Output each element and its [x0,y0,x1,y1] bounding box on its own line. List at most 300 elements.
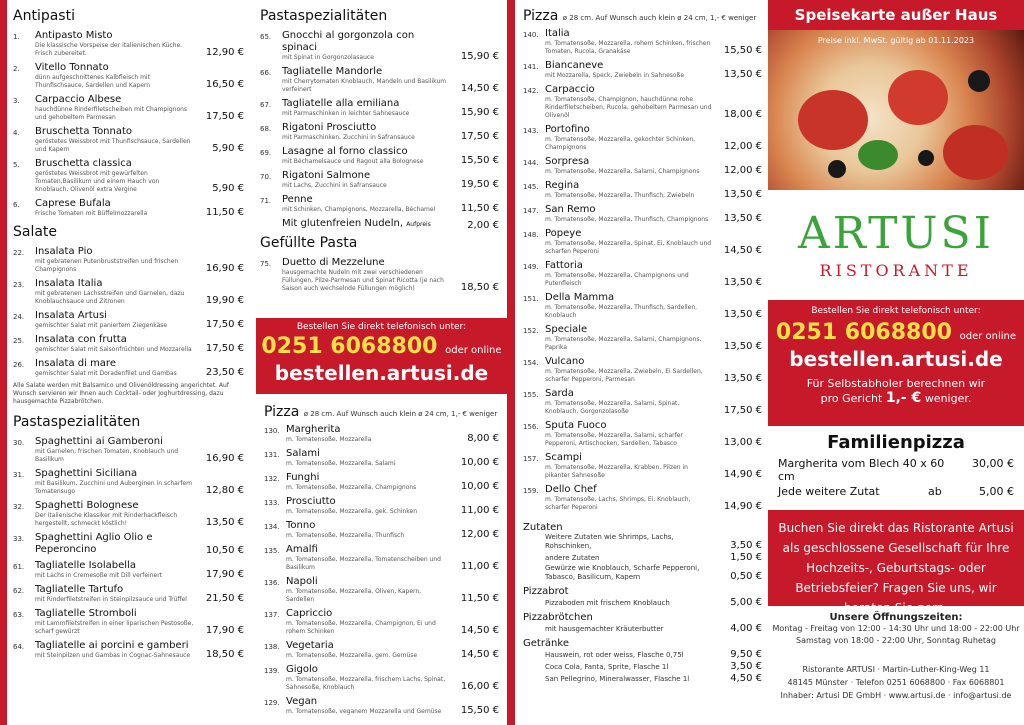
section-title-zutaten: Zutaten [523,522,563,533]
item-price: 8,00 € [467,433,499,444]
menu-item [523,124,762,152]
menu-item [523,260,762,288]
item-price: 11,50 € [460,203,499,214]
menu-item [264,472,499,492]
address-line-2: 48145 Münster · Telefon 0251 6068800 · Fax 6068801 [787,678,1005,687]
item-description: hauchdünne Rinderfiletscheiben mit Champignons und gehobeltem Parmesan [35,106,188,121]
item-number: 135. [264,547,280,555]
item-description: m. Tomatensoße, Mozzarella, Tomatenscheiben und Basilikum [286,556,441,571]
item-number: 132. [264,475,280,483]
pickup-line-2: pro Gericht [820,392,883,405]
item-number: 138. [264,643,280,651]
extra-row [523,564,762,582]
extra-description: andere Zutaten [545,554,600,562]
item-description: mit Garnelen, frischen Tomaten, Knoblauch und Basilikum [35,448,179,463]
order-web-link[interactable]: bestellen.artusi.de [274,361,489,385]
booking-banner: Buchen Sie direkt das Ristorante Artusi als geschlossene Gesellschaft für Ihre Hochzeits-, Geburtstags- oder Betriebsfeier? Fragen Sie uns, wir beraten Sie gern. [768,510,1024,606]
section-title-pasta: Pastaspezialitäten [13,414,141,430]
item-number: 23. [13,281,25,289]
item-number: 154. [523,359,539,367]
item-description: mit Béchamelsauce und Ragout alla Bolognese [282,158,424,165]
menu-item [523,204,762,224]
logo-subtitle: RISTORANTE [819,261,973,280]
item-price: 10,00 € [460,481,499,492]
menu-item [264,448,499,468]
item-description: mit gebratenen Putenbruststreifen und frischen Champignons [35,258,179,273]
section-title-salate: Salate [13,224,58,240]
item-description: m. Tomatensoße, Champignon, hauchdünne rohe Rinderfiletscheiben, Rucola, gehobeltem Parmesan und Olivenöl [545,96,712,119]
item-price: 12,00 € [723,141,762,152]
item-description: m. Tomatensoße, Mozzarella, frischem Lachs, Spinat, Sahnesoße, Knoblauch [286,676,446,691]
item-number: 63. [13,611,25,619]
menu-item [13,158,244,194]
menu-item [523,452,762,480]
item-name: Salami [286,448,320,459]
item-name: Della Mamma [545,292,615,303]
gluten-free-price: 2,00 € [467,220,499,231]
item-number: 68. [260,125,272,133]
menu-item [13,334,244,354]
section-title-gefuellt: Gefüllte Pasta [260,235,358,251]
item-description: m. Tomatensoße, Mozzarella, Salami, Spinat, Knoblauch, Gorgonzolasoße [545,400,680,415]
tomato-slice-3 [943,125,1008,180]
menu-item [523,84,762,120]
item-name: Italia [545,28,570,39]
pizza-subtitle-2: ø 28 cm. Auf Wunsch auch klein ø 24 cm, 1,- € weniger [562,14,757,22]
menu-item [13,310,244,330]
item-number: 2. [13,65,20,73]
menu-item [260,122,499,142]
order-web-link-2[interactable]: bestellen.artusi.de [789,347,1003,371]
item-price: 17,50 € [460,131,499,142]
family-extra-price: 5,00 € [979,485,1014,498]
item-price: 5,90 € [212,143,244,154]
item-description: mit Cherrytomaten Knoblauch, Mandeln und Basilikum verfeinert [282,78,447,93]
pizza-list-1 [264,424,499,716]
item-name: Portofino [545,124,590,135]
item-description: m. Tomatensoße, Mozzarella, rohem Schinken, frischen Tomaten, Rucola, Granakäse [545,40,711,55]
menu-item [264,576,499,604]
item-price: 13,50 € [723,213,762,224]
logo [768,190,1024,300]
item-description: mit Basilikum, Zucchini und Auberginen in scharfem Tomatensugo [35,480,192,495]
item-description: m. Tomatensoße, Mozzarella, Zwiebeln, Ei Sardellen, scharfer Pepperoni, Parmesan [545,368,703,383]
item-name: Gigolo [286,664,318,675]
item-number: 134. [264,523,280,531]
item-price: 17,90 € [205,569,244,580]
item-price: 13,50 € [723,69,762,80]
menu-item [523,28,762,56]
pizza-title-2 [523,8,762,24]
validity-note: Preise inkl. MwSt. gültig ab 01.11.2023 [817,36,975,45]
section-title-broetchen: Pizzabrötchen [523,612,593,623]
item-description: gemischter Salat mit Saisonfrüchten und Mozzarella [35,346,192,353]
menu-item [13,640,244,660]
item-price: 13,50 € [723,277,762,288]
tomato-slice-1 [798,90,868,150]
item-name: Antipasto Misto [35,30,113,41]
item-description: mit Lachs, Zucchini in Safransauce [282,182,387,189]
extra-price: 3,50 € [730,540,762,551]
item-description: Die klassische Vorspeise der italienischen Küche. Frisch zubereitet. [35,42,183,57]
menu-item [523,180,762,200]
item-price: 16,90 € [205,263,244,274]
item-price: 13,50 € [723,373,762,384]
item-price: 16,90 € [205,453,244,464]
extra-price: 4,00 € [730,623,762,634]
menu-item [13,278,244,306]
extra-price: 4,50 € [730,673,762,684]
item-name: San Remo [545,204,596,215]
getraenke-list [523,649,762,684]
menu-item [264,520,499,540]
family-title: Familienpizza [827,432,965,453]
menu-item [523,356,762,384]
item-number: 148. [523,231,539,239]
item-name: Tagliatelle Stromboli [35,608,137,619]
item-number: 145. [523,183,539,191]
item-description: m. Tomatensoße, Lachs, Shrimps, Ei, Knoblauch, scharfer Peperoni [545,496,691,511]
item-description: Der italienische Klassiker mit Rinderhackfleisch hergestellt, schmeckt köstlich! [35,512,178,527]
item-description: m. Tomatensoße, Mozzarella, gek. Schinken [286,508,418,515]
item-number: 75. [260,260,272,268]
item-number: 142. [523,87,539,95]
item-number: 30. [13,439,25,447]
item-number: 5. [13,161,20,169]
salate-list [13,246,244,378]
item-number: 32. [13,503,25,511]
item-price: 11,50 € [460,593,499,604]
pizza-list-2 [523,28,762,512]
item-number: 3. [13,97,20,105]
item-description: m. Tomatensoße, Mozzarella, Thunfisch [286,532,405,539]
item-price: 11,00 € [460,505,499,516]
item-name: Insalata Italia [35,278,103,289]
item-price: 19,50 € [460,179,499,190]
menu-item [264,544,499,572]
olive-1 [968,70,990,92]
item-name: Spaghettini Siciliana [35,468,138,479]
extra-description: mit hausgemachter Kräuterbutter [545,625,664,633]
pickup-line-1: Für Selbstabholer berechnen wir [806,377,986,390]
item-price: 14,50 € [723,245,762,256]
order-phone-number-2[interactable]: 0251 6068800 [775,320,952,345]
item-description: mit Parmaschinken in leichter Sahnesauce [282,110,410,117]
item-number: 136. [264,579,280,587]
item-number: 71. [260,197,272,205]
item-name: Tagliatelle ai porcini e gamberi [35,640,189,651]
item-name: Gnocchi al gorgonzola con spinaci [282,30,415,53]
olive-2 [828,160,846,178]
item-price: 17,50 € [205,343,244,354]
item-number: 140. [523,31,539,39]
item-name: Funghi [286,472,320,483]
menu-title: Speisekarte außer Haus [768,0,1024,30]
menu-item [523,484,762,512]
item-name: Tagliatelle Isolabella [35,560,136,571]
item-description: mit gebratenen Lachsstreifen und Garnelen, dazu Knoblauchsauce und Zitronen [35,290,185,305]
item-name: Bruschetta classica [35,158,132,169]
item-price: 5,90 € [212,183,244,194]
item-description: m. Tomatensoße, Mozzarella, Salami, scharfer Pepperoni, Artischocken, Sardellen, Tabasco [545,432,683,447]
item-name: Popeye [545,228,582,239]
order-line-2: Bestellen Sie direkt telefonisch unter: [811,306,981,316]
extra-row [523,623,762,634]
item-name: Tonno [286,520,316,531]
item-name: Tagliatelle Mandorle [282,66,383,77]
item-description: m. Tomatensoße, Mozzarella, Thunfisch, Champignons [545,216,709,223]
item-description: geröstetes Weissbrot mit gewürfelten Tomaten,Basilikum und einem Hauch von Knoblauch, Olivenöl extra Vergine [35,170,160,193]
extra-description: Hauswein, rot oder weiss, Flasche 0,75l [545,651,684,659]
menu-item [264,496,499,516]
item-description: m. Tomatensoße, Mozzarella, Champignons und Putenfleisch [545,272,689,287]
order-phone-2[interactable] [768,320,1024,345]
extra-row [523,649,762,660]
item-description: m. Tomatensoße, Mozzarella, Thunfisch, Zwiebeln [545,192,695,199]
item-number: 151. [523,295,539,303]
family-extra: Jede weitere Zutat [778,485,880,498]
section-title-antipasti: Antipasti [13,8,75,24]
extra-row [523,533,762,551]
item-price: 15,50 € [460,155,499,166]
item-description: m. Tomatensoße, Mozzarella, Krabben, Pilzen in pikanter Sahnesoße [545,464,688,479]
logo-wordmark: ARTUSI [797,208,995,259]
item-price: 15,50 € [723,45,762,56]
item-name: Vulcano [545,356,585,367]
item-name: Biancaneve [545,60,604,71]
item-price: 14,90 € [723,501,762,512]
menu-item [13,500,244,528]
item-price: 12,90 € [205,47,244,58]
item-price: 13,50 € [205,517,244,528]
menu-column-4 [768,0,1024,725]
zutaten-list [523,533,762,582]
item-name: Dello Chef [545,484,597,495]
item-price: 16,00 € [460,681,499,692]
item-price: 21,50 € [205,593,244,604]
item-name: Napoli [286,576,318,587]
item-number: 24. [13,313,25,321]
gefuellt-list [260,257,499,293]
item-name: Insalata con frutta [35,334,127,345]
item-price: 13,50 € [723,309,762,320]
item-price: 10,00 € [460,457,499,468]
item-price: 10,50 € [205,545,244,556]
order-phone-number[interactable]: 0251 6068800 [261,334,438,359]
item-name: Sputa Fuoco [545,420,607,431]
item-number: 31. [13,471,25,479]
item-price: 17,50 € [205,319,244,330]
menu-item [13,62,244,90]
item-number: 143. [523,127,539,135]
menu-item [260,30,499,62]
item-name: Sorpresa [545,156,590,167]
item-price: 14,50 € [460,649,499,660]
item-description: m. Tomatensoße, Mozzarella, Salami, Champignons, Paprika [545,336,702,351]
menu-item [13,468,244,496]
item-number: 69. [260,149,272,157]
item-name: Caprese Bufala [35,198,111,209]
menu-item [13,584,244,604]
item-number: 64. [13,643,25,651]
pizza-section-1 [256,404,507,720]
item-number: 149. [523,263,539,271]
item-name: Vegan [286,696,318,707]
menu-item [260,66,499,94]
item-number: 1. [13,33,20,41]
menu-item [260,146,499,166]
item-price: 17,50 € [723,405,762,416]
gluten-free-label: Mit glutenfreien Nudeln, [282,218,404,229]
item-name: Amalfi [286,544,318,555]
order-banner-middle [256,318,507,394]
item-price: 12,80 € [205,485,244,496]
menu-item [260,257,499,293]
item-description: m. Tomatensoße, Mozzarella, Champignons [286,484,417,491]
menu-item [264,664,499,692]
item-number: 159. [523,487,539,495]
extra-row [523,661,762,672]
item-price: 18,50 € [460,282,499,293]
item-description: mit Spinat in Gorgonzolasauce [282,54,374,61]
item-number: 137. [264,611,280,619]
extra-price: 1,50 € [730,552,762,563]
item-name: Duetto di Mezzelune [282,257,385,268]
item-name: Insalata di mare [35,358,116,369]
family-item: Margherita vom Blech 40 x 60 cm [778,457,945,483]
menu-item [13,246,244,274]
basil-leaf [858,140,898,170]
item-price: 14,90 € [723,469,762,480]
tomato-slice-2 [888,70,948,125]
item-name: Spaghettini ai Gamberoni [35,436,163,447]
item-description: geröstetes Weissbrot mit Thunfischsauce, Sardellen und Kapern [35,138,191,153]
item-price: 14,50 € [460,625,499,636]
item-name: Carpaccio Albese [35,94,122,105]
item-name: Spaghettini Aglio Olio e Peperoncino [35,532,153,555]
menu-item [13,198,244,218]
item-description: m. Tomatensoße, Mozzarella, Salami [286,460,396,467]
address-line-3: Inhaber: Artusi DE GmbH · www.artusi.de · info@artusi.de [780,691,1012,700]
item-price: 12,00 € [723,165,762,176]
item-name: Prosciutto [286,496,336,507]
section-title-pasta-2: Pastaspezialitäten [260,8,388,24]
menu-item [13,30,244,58]
item-description: gemischter Salat mit paniertem Ziegenkäse [35,322,168,329]
item-description: m. Tomatensoße, Mozzarella, Salami, Champignons [545,168,700,175]
extra-description: San Pellegrino, Mineralwasser, Flasche 1l [545,675,690,683]
item-description: mit Steinpilzen und Gambas in Cognac-Sahnesauce [35,652,191,659]
pickup-line-3: weniger. [924,392,972,405]
order-or-2: oder online [959,331,1017,342]
item-description: Frische Tomaten mit Büffelmozzarella [35,210,148,217]
antipasti-list [13,30,244,218]
pizza-title-1 [264,404,499,420]
menu-item [264,696,499,716]
item-name: Insalata Pio [35,246,93,257]
hours-line-2: Samstag von 18:00 - 22:00 Uhr, Sonntag Ruhetag [796,636,996,645]
item-number: 141. [523,63,539,71]
item-description: m. Tomatensoße, Mozzarella, Thunfisch, Sardellen, Knoblauch [545,304,698,319]
menu-item [264,424,499,444]
item-name: Capriccio [286,608,333,619]
menu-item [13,94,244,122]
item-price: 18,50 € [205,649,244,660]
gluten-free-suffix: Aufpreis [406,221,431,228]
address [768,663,1024,702]
extra-price: 5,00 € [730,597,762,608]
order-line: Bestellen Sie direkt telefonisch unter: [296,322,467,332]
item-price: 15,90 € [460,107,499,118]
item-number: 65. [260,33,272,41]
menu-item [260,170,499,190]
pasta-list-2 [260,30,499,214]
address-line-1: Ristorante ARTUSI · Martin-Luther-King-Weg 11 [802,665,990,674]
extra-row [523,597,762,608]
item-description: mit Parmaschinken, Zucchini in Safransauce [282,134,415,141]
menu-item [260,194,499,214]
item-name: Penne [282,194,313,205]
item-number: 129. [264,699,280,707]
menu-column-3 [507,0,768,725]
item-name: Vitello Tonnato [35,62,109,73]
menu-item [264,608,499,636]
item-price: 13,00 € [723,437,762,448]
item-number: 157. [523,455,539,463]
item-number: 61. [13,563,25,571]
menu-item [523,324,762,352]
extra-description: Coca Cola, Fanta, Sprite, Flasche 1l [545,663,669,671]
item-price: 12,00 € [460,529,499,540]
order-banner-right [768,300,1024,426]
item-number: 131. [264,451,280,459]
extra-price: 9,50 € [730,649,762,660]
item-name: Rigatoni Salmone [282,170,371,181]
menu-item [523,388,762,416]
extra-description: Weitere Zutaten wie Shrimps, Lachs, Rohschinken, [545,533,674,550]
item-number: 152. [523,327,539,335]
family-price: 30,00 € [972,457,1014,470]
item-description: gemischter Salat mit Doradenfilet und Gambas [35,370,177,377]
item-description: mit Rinderfiletstreifen in Steinpilzsauce und Trüffel [35,596,187,603]
order-phone[interactable] [256,334,507,359]
item-description: mit Lachs in Cremesoße mit Dill verfeinert [35,572,163,579]
item-name: Margherita [286,424,341,435]
menu-item [260,98,499,118]
menu-column-2 [252,0,507,318]
menu-item [523,292,762,320]
item-description: mit Lammfiletstreifen in einer liparischen Pestosoße, scharf gewürzt [35,620,194,635]
section-title-pizzabrot: Pizzabrot [523,586,569,597]
opening-hours [768,606,1024,647]
item-price: 15,50 € [460,705,499,716]
menu-column-1 [0,0,252,725]
item-name: Rigatoni Prosciutto [282,122,377,133]
item-number: 133. [264,499,280,507]
menu-item [523,156,762,176]
item-number: 67. [260,101,272,109]
item-name: Scampi [545,452,582,463]
item-name: Tagliatelle Tartufo [35,584,124,595]
item-name: Fattoria [545,260,583,271]
extra-description: Pizzaboden mit frischem Knoblauch [545,599,670,607]
item-number: 147. [523,207,539,215]
menu-item [13,126,244,154]
item-number: 62. [13,587,25,595]
menu-item [13,532,244,556]
section-title-getraenke: Getränke [523,638,569,649]
item-description: m. Tomatensoße, Mozzarella, Champignon, Ei und rohem Schinken [286,620,436,635]
